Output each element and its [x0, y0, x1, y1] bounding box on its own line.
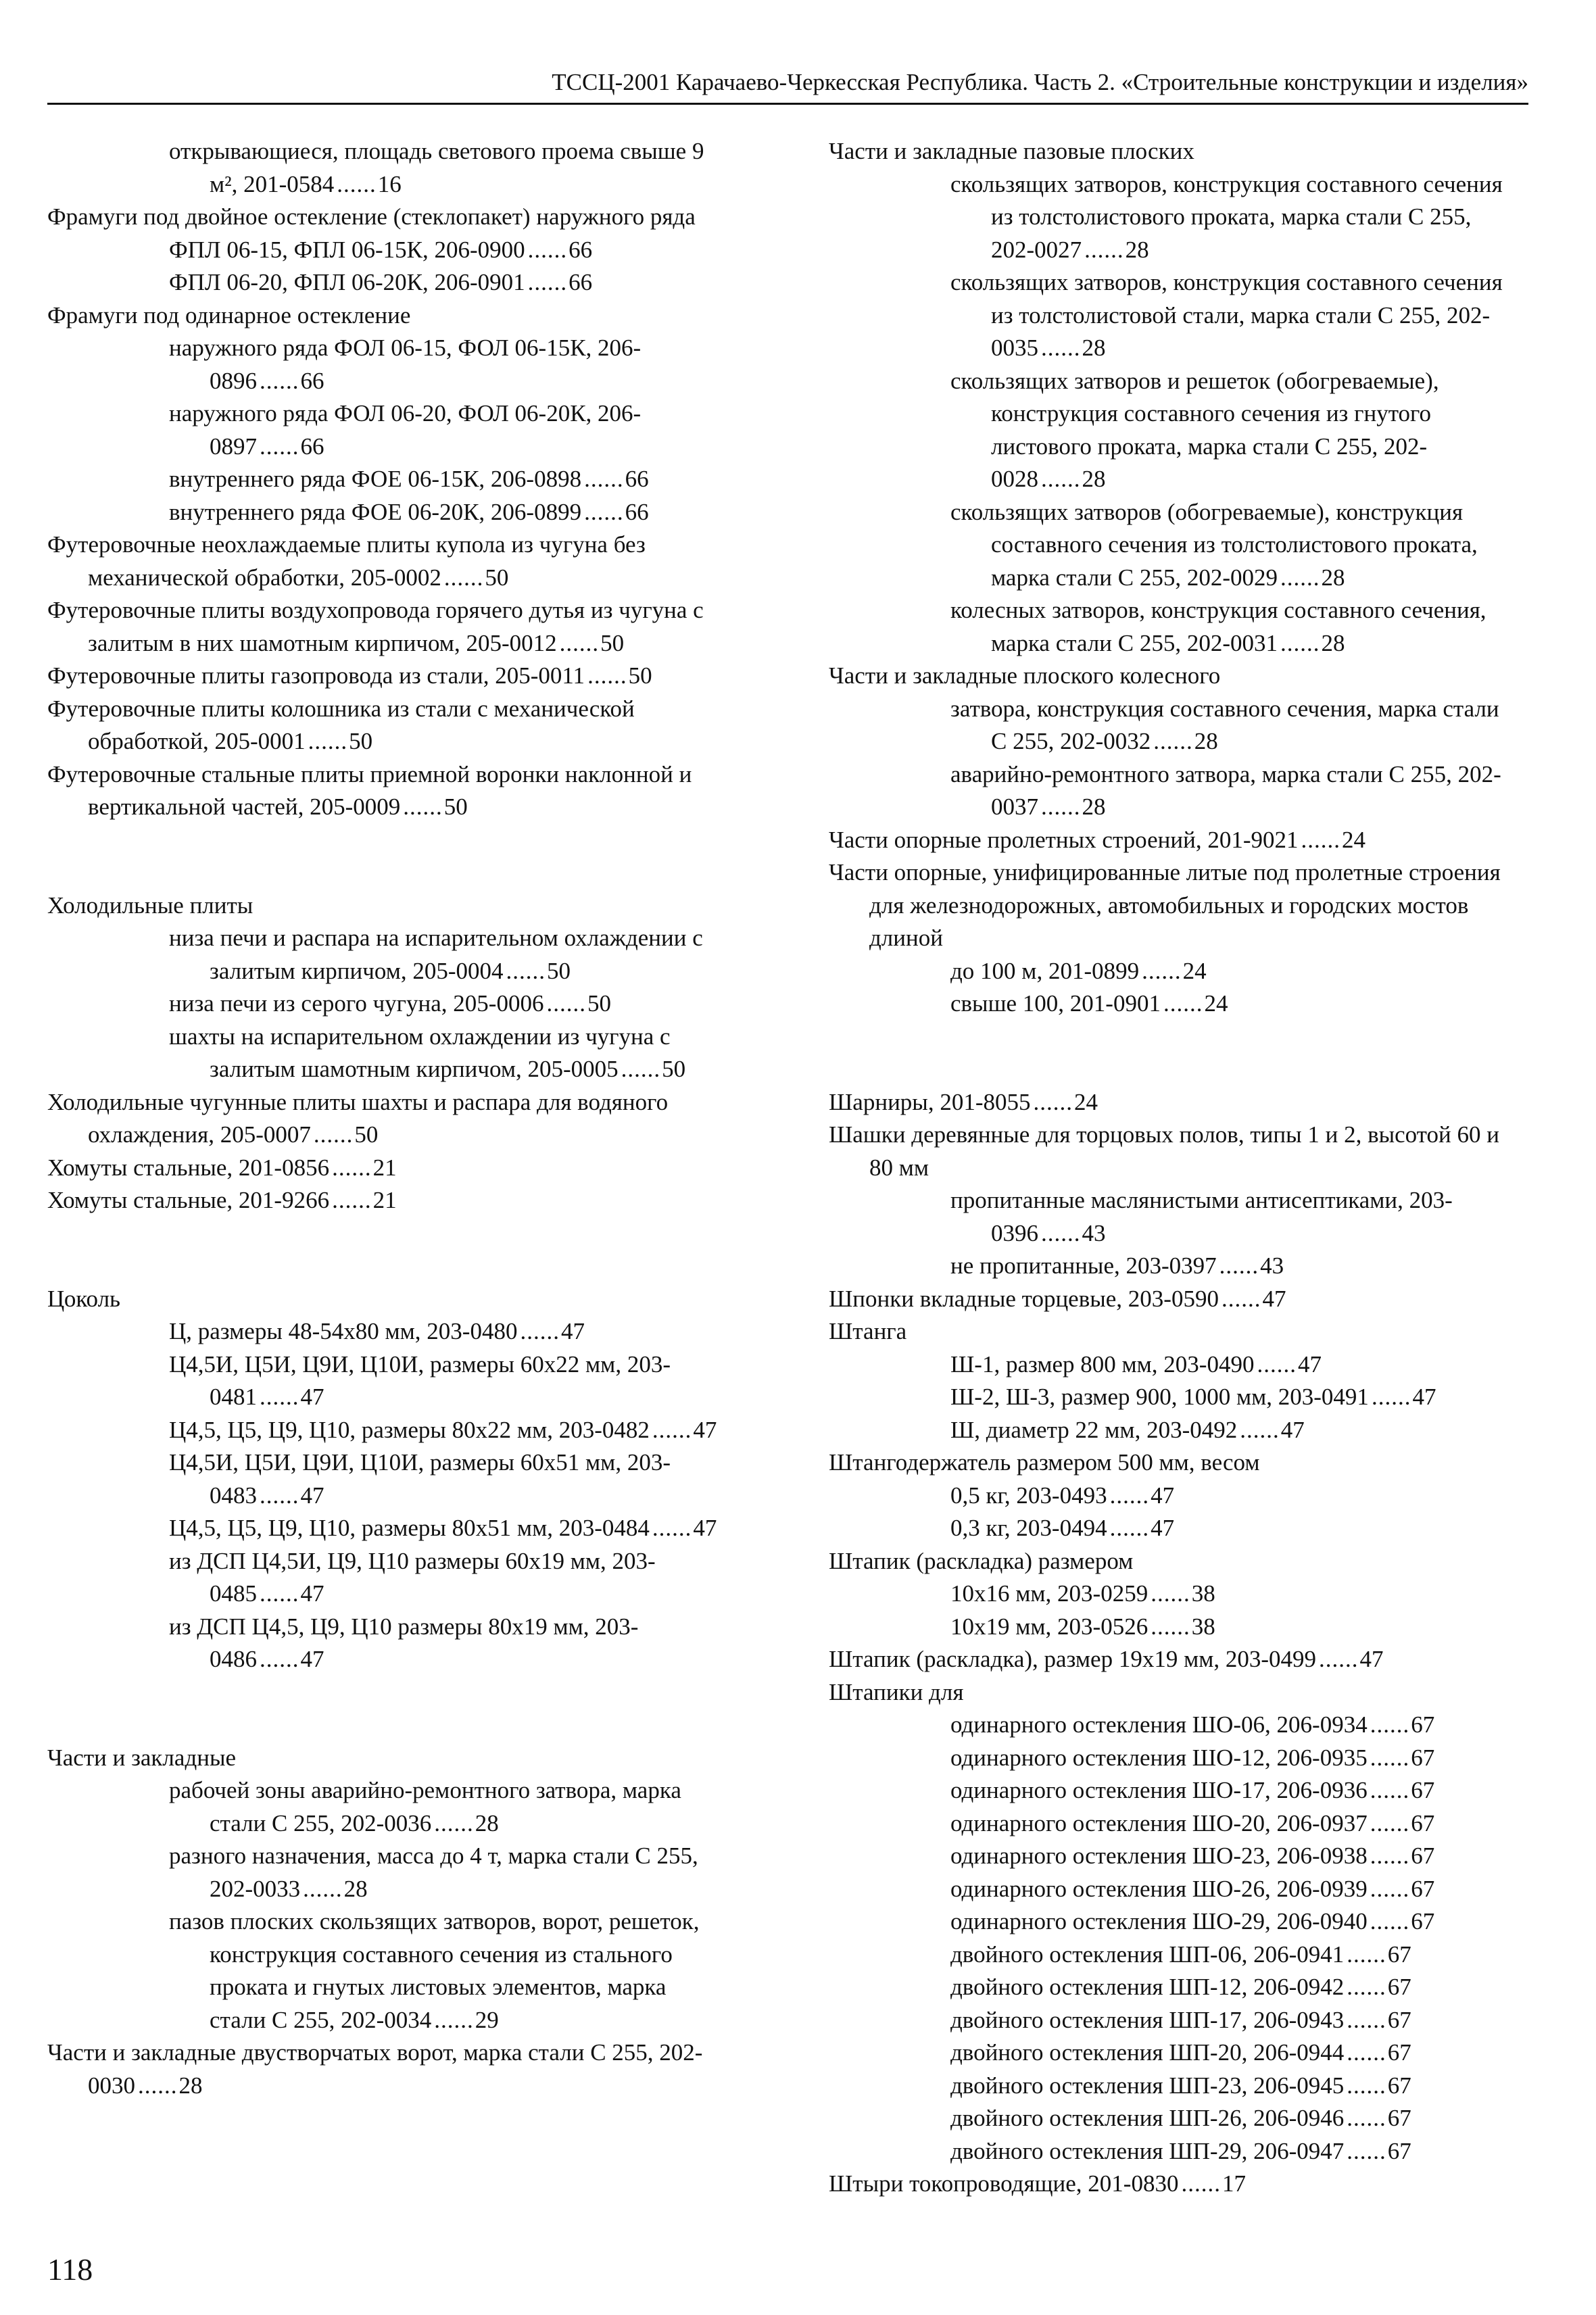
index-heading: [47, 660, 723, 693]
page-ref: 16: [377, 170, 402, 197]
entry-text: свыше 100, 201-0901: [950, 990, 1161, 1017]
index-heading: [829, 1446, 1505, 1480]
entry-text: 10x19 мм, 203-0526: [950, 1613, 1148, 1640]
dot-leader: ......: [1041, 794, 1081, 820]
index-subentry: [829, 1971, 1505, 2004]
page-ref: 50: [600, 629, 625, 656]
dot-leader: ......: [1084, 236, 1124, 263]
index-subentry: [47, 332, 723, 397]
dot-leader: ......: [1371, 1384, 1411, 1410]
entry-text: двойного остекления ШП-23, 206-0945: [950, 2072, 1345, 2099]
entry-text: одинарного остекления ШО-06, 206-0934: [950, 1711, 1368, 1738]
page-ref: 47: [1280, 1416, 1305, 1443]
entry-text: Штапики для: [829, 1678, 964, 1705]
page-ref: 47: [300, 1580, 324, 1607]
dot-leader: ......: [332, 1187, 372, 1213]
entry-text: Штыри токопроводящие, 201-0830: [829, 2170, 1179, 2197]
entry-text: Ц, размеры 48-54x80 мм, 203-0480: [169, 1318, 518, 1344]
section-gap: [47, 1676, 723, 1742]
index-subentry: [829, 1840, 1505, 1873]
index-subentry: [47, 397, 723, 463]
page-ref: 50: [628, 662, 652, 689]
entry-text: Футеровочные плиты газопровода из стали, 205-0011: [47, 662, 585, 689]
entry-text: Ш-1, размер 800 мм, 203-0490: [950, 1350, 1255, 1378]
entry-text: внутреннего ряда ФОЕ 06-15К, 206-0898: [169, 466, 582, 492]
entry-text: Шашки деревянные для торцовых полов, типы 1 и 2, высотой 60 и 80 мм: [829, 1121, 1499, 1181]
index-subentry: [829, 1709, 1505, 1742]
dot-leader: ......: [260, 1482, 299, 1509]
index-subentry: [829, 2070, 1505, 2103]
page-ref: 50: [443, 794, 468, 820]
entry-text: Штангодержатель размером 500 мм, весом: [829, 1449, 1260, 1476]
dot-leader: ......: [527, 236, 568, 263]
index-heading: [47, 299, 723, 333]
index-subentry: [829, 1250, 1505, 1283]
entry-text: Части опорные пролетных строений, 201-9021: [829, 826, 1299, 853]
entry-text: Шпонки вкладные торцевые, 203-0590: [829, 1285, 1219, 1312]
page-ref: 67: [1411, 1744, 1435, 1771]
index-heading: [47, 1152, 723, 1185]
page-ref: 28: [1194, 728, 1218, 754]
index-heading: [829, 824, 1505, 857]
dot-leader: ......: [1041, 466, 1081, 492]
index-column-left: [47, 135, 723, 2102]
entry-text: Части и закладные двустворчатых ворот, марка стали С 255, 202-0030: [47, 2039, 703, 2099]
dot-leader: ......: [520, 1318, 560, 1344]
page-ref: 50: [349, 728, 373, 754]
index-subentry: [829, 1184, 1505, 1250]
entry-text: не пропитанные, 203-0397: [950, 1252, 1217, 1279]
entry-text: 10x16 мм, 203-0259: [950, 1580, 1148, 1607]
page-ref: 28: [343, 1875, 368, 1902]
entry-text: Штанга: [829, 1318, 907, 1344]
page-ref: 66: [300, 367, 324, 394]
entry-text: скользящих затворов, конструкция составного сечения из толстолистовой стали, марка стали С 255, 202-0035: [950, 269, 1503, 361]
index-subentry: [829, 988, 1505, 1021]
dot-leader: ......: [1041, 335, 1081, 361]
dot-leader: ......: [1221, 1285, 1261, 1312]
entry-text: одинарного остекления ШО-29, 206-0940: [950, 1908, 1368, 1934]
page-ref: 47: [693, 1416, 717, 1443]
index-subentry: [829, 1578, 1505, 1611]
dot-leader: ......: [1347, 2072, 1386, 2099]
dot-leader: ......: [1347, 2105, 1386, 2131]
index-subentry: [829, 594, 1505, 660]
dot-leader: ......: [337, 170, 377, 197]
entry-text: Цоколь: [47, 1285, 121, 1312]
dot-leader: ......: [1301, 826, 1340, 853]
index-subentry: [47, 135, 723, 201]
page-ref: 28: [1082, 335, 1106, 361]
page-ref: 67: [1387, 2137, 1411, 2164]
section-gap: [829, 1021, 1505, 1086]
dot-leader: ......: [652, 1515, 692, 1541]
index-heading: [47, 1283, 723, 1316]
entry-text: одинарного остекления ШО-26, 206-0939: [950, 1875, 1368, 1902]
page-number: 118: [47, 2252, 93, 2287]
dot-leader: ......: [434, 1809, 474, 1836]
index-heading: [829, 2168, 1505, 2201]
dot-leader: ......: [260, 1646, 299, 1672]
dot-leader: ......: [1041, 1219, 1081, 1246]
dot-leader: ......: [1347, 2137, 1386, 2164]
index-subentry: [829, 1939, 1505, 1972]
page-ref: 24: [1341, 826, 1365, 853]
index-subentry: [829, 1348, 1505, 1382]
entry-text: рабочей зоны аварийно-ремонтного затвора, марка стали С 255, 202-0036: [169, 1777, 681, 1836]
page-ref: 47: [560, 1318, 585, 1344]
dot-leader: ......: [584, 466, 624, 492]
dot-leader: ......: [1370, 1843, 1410, 1869]
entry-text: наружного ряда ФОЛ 06-15, ФОЛ 06-15К, 206-0896: [169, 335, 642, 394]
index-subentry: [47, 1905, 723, 2037]
index-subentry: [47, 463, 723, 496]
index-subentry: [47, 1446, 723, 1512]
page-ref: 43: [1082, 1219, 1106, 1246]
page-ref: 24: [1204, 990, 1228, 1017]
index-heading: [47, 594, 723, 660]
page-ref: 67: [1411, 1777, 1435, 1803]
dot-leader: ......: [1370, 1875, 1410, 1902]
dot-leader: ......: [260, 433, 299, 460]
index-subentry: [47, 1512, 723, 1545]
page-ref: 50: [587, 990, 611, 1017]
entry-text: скользящих затворов (обогреваемые), конструкция составного сечения из толстолистового проката, марка стали С 255, 202-0029: [950, 498, 1478, 591]
index-subentry: [47, 266, 723, 299]
dot-leader: ......: [1240, 1416, 1280, 1443]
index-subentry: [829, 758, 1505, 824]
dot-leader: ......: [1347, 1941, 1386, 1968]
entry-text: низа печи из серого чугуна, 205-0006: [169, 990, 544, 1017]
entry-text: Ц4,5И, Ц5И, Ц9И, Ц10И, размеры 60x51 мм, 203-0483: [169, 1449, 671, 1509]
entry-text: Футеровочные неохлаждаемые плиты купола из чугуна без механической обработки, 205-0002: [47, 531, 646, 591]
page-ref: 28: [1125, 236, 1149, 263]
dot-leader: ......: [308, 728, 348, 754]
page-ref: 67: [1387, 2105, 1411, 2131]
entry-text: из ДСП Ц4,5И, Ц9, Ц10 размеры 60x19 мм, 203-0485: [169, 1547, 656, 1607]
page-ref: 28: [1321, 629, 1345, 656]
page-ref: 28: [1082, 794, 1106, 820]
index-heading: [47, 1184, 723, 1217]
dot-leader: ......: [546, 990, 586, 1017]
entry-text: скользящих затворов и решеток (обогреваемые), конструкция составного сечения из гнутого листового проката, марка стали С 255, 202-0028: [950, 367, 1439, 492]
entry-text: из ДСП Ц4,5, Ц9, Ц10 размеры 80x19 мм, 203-0486: [169, 1613, 639, 1672]
index-heading: [47, 2037, 723, 2102]
index-heading: [47, 758, 723, 824]
index-subentry: [47, 234, 723, 267]
dot-leader: ......: [332, 1154, 372, 1181]
entry-text: Части опорные, унифицированные литые под пролетные строения для железнодорожных, автомобильных и городских мостов длиной: [829, 859, 1501, 951]
index-heading: [829, 135, 1505, 168]
dot-leader: ......: [260, 367, 299, 394]
entry-text: Шарниры, 201-8055: [829, 1088, 1031, 1115]
page-ref: 43: [1260, 1252, 1284, 1279]
entry-text: Футеровочные плиты колошника из стали с механической обработкой, 205-0001: [47, 695, 635, 754]
page-ref: 47: [1359, 1646, 1384, 1672]
index-subentry: [829, 1807, 1505, 1841]
entry-text: Фрамуги под двойное остекление (стеклопакет) наружного ряда: [47, 203, 696, 230]
index-subentry: [47, 1545, 723, 1611]
dot-leader: ......: [313, 1121, 354, 1148]
dot-leader: ......: [587, 662, 627, 689]
dot-leader: ......: [1163, 990, 1203, 1017]
page-ref: 47: [300, 1384, 324, 1410]
index-subentry: [829, 1512, 1505, 1545]
dot-leader: ......: [434, 2006, 474, 2033]
page-ref: 67: [1387, 2039, 1411, 2066]
dot-leader: ......: [1109, 1482, 1150, 1509]
page-ref: 47: [300, 1482, 324, 1509]
page-ref: 24: [1182, 957, 1207, 984]
dot-leader: ......: [303, 1875, 343, 1902]
index-subentry: [47, 1021, 723, 1086]
page-ref: 66: [569, 269, 593, 295]
page-ref: 28: [178, 2072, 203, 2099]
index-subentry: [47, 1414, 723, 1447]
entry-text: пропитанные маслянистыми антисептиками, 203-0396: [950, 1187, 1453, 1246]
entry-text: 0,5 кг, 203-0493: [950, 1482, 1107, 1509]
index-subentry: [829, 1611, 1505, 1644]
section-gap: [47, 824, 723, 890]
index-heading: [829, 1283, 1505, 1316]
entry-text: двойного остекления ШП-17, 206-0943: [950, 2006, 1345, 2033]
index-subentry: [47, 496, 723, 529]
dot-leader: ......: [559, 629, 600, 656]
entry-text: Хомуты стальные, 201-0856: [47, 1154, 330, 1181]
index-subentry: [47, 1611, 723, 1676]
dot-leader: ......: [403, 794, 443, 820]
index-subentry: [829, 266, 1505, 365]
index-subentry: [829, 2135, 1505, 2168]
page-ref: 67: [1411, 1908, 1435, 1934]
page-ref: 47: [693, 1515, 717, 1541]
entry-text: одинарного остекления ШО-12, 206-0935: [950, 1744, 1368, 1771]
dot-leader: ......: [1347, 2006, 1386, 2033]
index-heading: [47, 1086, 723, 1152]
index-column-right: [829, 135, 1505, 2201]
index-subentry: [829, 1774, 1505, 1807]
index-subentry: [829, 955, 1505, 988]
index-heading: [47, 529, 723, 594]
index-heading: [829, 1315, 1505, 1348]
dot-leader: ......: [527, 269, 568, 295]
index-heading: [47, 1742, 723, 1775]
entry-text: Футеровочные стальные плиты приемной воронки наклонной и вертикальной частей, 205-0009: [47, 760, 692, 820]
page-ref: 50: [485, 564, 509, 591]
page-ref: 28: [475, 1809, 499, 1836]
index-subentry: [829, 2102, 1505, 2135]
page-ref: 21: [372, 1187, 397, 1213]
dot-leader: ......: [1151, 1613, 1190, 1640]
entry-text: аварийно-ремонтного затвора, марка стали С 255, 202-0037: [950, 760, 1501, 820]
dot-leader: ......: [1370, 1809, 1410, 1836]
index-subentry: [47, 922, 723, 988]
page-ref: 66: [569, 236, 593, 263]
page-ref: 67: [1387, 2072, 1411, 2099]
dot-leader: ......: [1347, 1974, 1386, 2000]
entry-text: внутреннего ряда ФОЕ 06-20К, 206-0899: [169, 498, 582, 525]
entry-text: низа печи и распара на испарительном охлаждении с залитым кирпичом, 205-0004: [169, 925, 703, 984]
entry-text: до 100 м, 201-0899: [950, 957, 1140, 984]
dot-leader: ......: [1219, 1252, 1259, 1279]
entry-text: Части и закладные пазовые плоских: [829, 138, 1194, 164]
page-ref: 38: [1191, 1580, 1215, 1607]
index-subentry: [829, 168, 1505, 267]
page-ref: 47: [1412, 1384, 1436, 1410]
index-heading: [829, 660, 1505, 693]
index-heading: [829, 1086, 1505, 1119]
dot-leader: ......: [1257, 1350, 1297, 1378]
entry-text: Футеровочные плиты воздухопровода горячего дутья из чугуна с залитым в них шамотным кирпичом, 205-0012: [47, 597, 704, 656]
entry-text: Ш, диаметр 22 мм, 203-0492: [950, 1416, 1238, 1443]
entry-text: скользящих затворов, конструкция составного сечения из толстолистового проката, марка стали С 255, 202-0027: [950, 170, 1503, 263]
dot-leader: ......: [1151, 1580, 1190, 1607]
index-subentry: [829, 1381, 1505, 1414]
dot-leader: ......: [1280, 564, 1320, 591]
entry-text: Ц4,5, Ц5, Ц9, Ц10, размеры 80x22 мм, 203-0482: [169, 1416, 650, 1443]
dot-leader: ......: [1109, 1515, 1150, 1541]
entry-text: Части и закладные: [47, 1744, 237, 1771]
dot-leader: ......: [260, 1580, 299, 1607]
entry-text: Ц4,5И, Ц5И, Ц9И, Ц10И, размеры 60x22 мм, 203-0481: [169, 1350, 671, 1410]
entry-text: двойного остекления ШП-20, 206-0944: [950, 2039, 1345, 2066]
entry-text: пазов плоских скользящих затворов, ворот, решеток, конструкция составного сечения из стального проката и гнутых листовых элементов, марка стали С 255, 202-0034: [169, 1908, 700, 2033]
page-ref: 28: [1082, 466, 1106, 492]
entry-text: Хомуты стальные, 201-9266: [47, 1187, 330, 1213]
index-heading: [47, 201, 723, 234]
entry-text: колесных затворов, конструкция составного сечения, марка стали С 255, 202-0031: [950, 597, 1486, 656]
page-ref: 66: [300, 433, 324, 460]
dot-leader: ......: [443, 564, 484, 591]
page-ref: 67: [1411, 1875, 1435, 1902]
index-subentry: [47, 1840, 723, 1905]
entry-text: открывающиеся, площадь светового проема свыше 9 м², 201-0584: [169, 138, 704, 197]
page-ref: 50: [354, 1121, 379, 1148]
dot-leader: ......: [1319, 1646, 1359, 1672]
entry-text: двойного остекления ШП-06, 206-0941: [950, 1941, 1345, 1968]
index-subentry: [47, 988, 723, 1021]
running-header: ТССЦ-2001 Карачаево-Черкесская Республика. Часть 2. «Строительные конструкции и изделия»: [47, 68, 1528, 105]
entry-text: двойного остекления ШП-12, 206-0942: [950, 1974, 1345, 2000]
entry-text: одинарного остекления ШО-17, 206-0936: [950, 1777, 1368, 1803]
page-ref: 47: [1151, 1482, 1175, 1509]
index-heading: [829, 1676, 1505, 1709]
entry-text: ФПЛ 06-15, ФПЛ 06-15К, 206-0900: [169, 236, 525, 263]
dot-leader: ......: [1370, 1777, 1410, 1803]
page-ref: 47: [1297, 1350, 1322, 1378]
dot-leader: ......: [506, 957, 546, 984]
page-ref: 47: [1262, 1285, 1286, 1312]
index-subentry: [47, 1774, 723, 1840]
index-heading: [829, 1119, 1505, 1184]
entry-text: ФПЛ 06-20, ФПЛ 06-20К, 206-0901: [169, 269, 525, 295]
index-subentry: [829, 1873, 1505, 1906]
dot-leader: ......: [1280, 629, 1320, 656]
page-ref: 67: [1387, 1941, 1411, 1968]
dot-leader: ......: [1370, 1711, 1410, 1738]
page-ref: 50: [547, 957, 571, 984]
page-ref: 67: [1411, 1809, 1435, 1836]
index-subentry: [47, 1315, 723, 1348]
entry-text: Части и закладные плоского колесного: [829, 662, 1221, 689]
entry-text: разного назначения, масса до 4 т, марка стали С 255, 202-0033: [169, 1843, 698, 1902]
page-ref: 67: [1387, 1974, 1411, 2000]
entry-text: затвора, конструкция составного сечения, марка стали С 255, 202-0032: [950, 695, 1499, 754]
dot-leader: ......: [1033, 1088, 1073, 1115]
entry-text: одинарного остекления ШО-20, 206-0937: [950, 1809, 1368, 1836]
entry-text: шахты на испарительном охлаждении из чугуна с залитым шамотным кирпичом, 205-0005: [169, 1023, 671, 1082]
entry-text: наружного ряда ФОЛ 06-20, ФОЛ 06-20К, 206-0897: [169, 400, 642, 460]
index-subentry: [829, 1742, 1505, 1775]
index-heading: [829, 856, 1505, 955]
entry-text: Ц4,5, Ц5, Ц9, Ц10, размеры 80x51 мм, 203-0484: [169, 1515, 650, 1541]
entry-text: Штапик (раскладка), размер 19x19 мм, 203-0499: [829, 1646, 1317, 1672]
page-ref: 24: [1073, 1088, 1098, 1115]
dot-leader: ......: [1370, 1908, 1410, 1934]
index-subentry: [47, 1348, 723, 1414]
page-ref: 28: [1321, 564, 1345, 591]
index-subentry: [829, 2037, 1505, 2070]
index-subentry: [829, 1414, 1505, 1447]
page-ref: 66: [625, 466, 649, 492]
index-heading: [47, 890, 723, 923]
page-ref: 29: [475, 2006, 499, 2033]
dot-leader: ......: [1370, 1744, 1410, 1771]
dot-leader: ......: [260, 1384, 299, 1410]
page-ref: 47: [1151, 1515, 1175, 1541]
index-subentry: [829, 496, 1505, 595]
section-gap: [47, 1217, 723, 1283]
entry-text: Ш-2, Ш-3, размер 900, 1000 мм, 203-0491: [950, 1384, 1369, 1410]
index-heading: [829, 1545, 1505, 1578]
dot-leader: ......: [584, 498, 624, 525]
page-ref: 66: [625, 498, 649, 525]
page-ref: 67: [1411, 1711, 1435, 1738]
page-ref: 67: [1411, 1843, 1435, 1869]
index-subentry: [829, 365, 1505, 496]
entry-text: одинарного остекления ШО-23, 206-0938: [950, 1843, 1368, 1869]
dot-leader: ......: [138, 2072, 178, 2099]
dot-leader: ......: [1181, 2170, 1221, 2197]
index-heading: [829, 1643, 1505, 1676]
dot-leader: ......: [621, 1056, 661, 1082]
page-ref: 67: [1387, 2006, 1411, 2033]
entry-text: двойного остекления ШП-29, 206-0947: [950, 2137, 1345, 2164]
entry-text: Фрамуги под одинарное остекление: [47, 301, 411, 328]
dot-leader: ......: [652, 1416, 692, 1443]
index-subentry: [829, 2004, 1505, 2037]
index-heading: [47, 693, 723, 758]
page-ref: 50: [662, 1056, 686, 1082]
page-ref: 21: [372, 1154, 397, 1181]
dot-leader: ......: [1347, 2039, 1386, 2066]
entry-text: двойного остекления ШП-26, 206-0946: [950, 2105, 1345, 2131]
page-ref: 38: [1191, 1613, 1215, 1640]
entry-text: Штапик (раскладка) размером: [829, 1547, 1134, 1574]
page-ref: 47: [300, 1646, 324, 1672]
page-ref: 17: [1222, 2170, 1246, 2197]
entry-text: 0,3 кг, 203-0494: [950, 1515, 1107, 1541]
entry-text: Холодильные плиты: [47, 892, 253, 919]
dot-leader: ......: [1153, 728, 1193, 754]
index-subentry: [829, 693, 1505, 758]
index-subentry: [829, 1480, 1505, 1513]
index-subentry: [829, 1905, 1505, 1939]
entry-text: Холодильные чугунные плиты шахты и распара для водяного охлаждения, 205-0007: [47, 1088, 669, 1148]
dot-leader: ......: [1142, 957, 1182, 984]
